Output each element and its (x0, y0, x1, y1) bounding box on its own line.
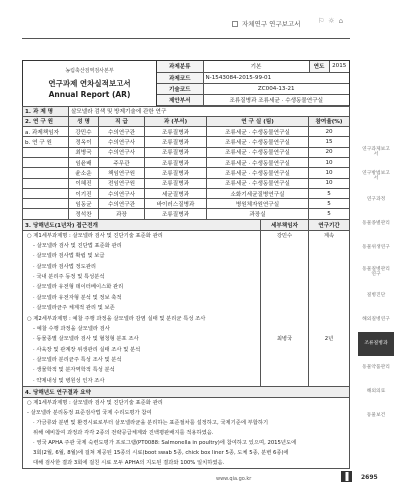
sidebar-item[interactable]: 동물질병관리연구 (362, 266, 390, 277)
meta-value: 기본 (203, 61, 309, 72)
approach-content (23, 220, 261, 386)
approach-line: · 국내 분리주 동정 및 특성분석 (33, 274, 105, 281)
sidebar-item[interactable]: 연구과정 (366, 197, 386, 203)
approach-line: · 살모넬라 검사법 확립 및 보급 (33, 253, 105, 260)
approach-line: · 살모넬라균주 체계적 관리 및 보존 (33, 305, 115, 312)
approach-line: · 살모넬라 검사법 정도관리 (33, 263, 97, 270)
page-header (0, 12, 400, 38)
summary-line: ○ 제1세부과제명 : 살모넬라 검사 및 진단기술 표준화 관리 (27, 399, 163, 406)
dept-cell: 조류질병과 (145, 178, 207, 188)
rank-cell: 수의연구사 (99, 188, 145, 198)
period-value: 계속 (323, 232, 335, 239)
dept-cell: 조류질병과 (145, 147, 207, 157)
rate-cell: 5 (309, 209, 350, 219)
meta-label: 기술코드 (157, 83, 203, 94)
meta-value: N-1543084-2015-99-01 (203, 72, 349, 83)
rank-cell: 수의연구관 (99, 127, 145, 137)
role-cell (23, 147, 69, 157)
rate-cell: 5 (309, 188, 350, 198)
header-title: 자체연구 연구보고서 (232, 19, 301, 28)
header-divider (22, 38, 350, 39)
responsible-name: 최병국 (276, 335, 293, 342)
lab-cell: 조류세균 · 수생동물연구실 (207, 157, 309, 167)
rank-cell: 전임연구원 (99, 178, 145, 188)
name-cell: 강민수 (69, 127, 99, 137)
approach-line: · 살모넬라 유전형 데이터베이스화 관리 (33, 284, 124, 291)
summary-line: 3회(2월, 6월, 8월)에 걸쳐 제공된 15종의 시료(boot swab 5종, chick box liner 5종, 도체 5종, 분변 6종)에 (33, 449, 289, 456)
dept-cell: 바이러스질병과 (145, 199, 207, 209)
role-cell (23, 188, 69, 198)
sidebar-item[interactable]: 해외질병연구 (362, 317, 390, 323)
name-cell: 정옥이 (69, 137, 99, 147)
qr-code-icon (341, 471, 352, 482)
flag-icon[interactable]: ⚐ (318, 17, 325, 25)
name-cell: 임윤배 (69, 157, 99, 167)
summary-line: - 살모넬라 분리동정 표준검사법 국제 수리도평가 참여 (27, 409, 152, 416)
task-row (23, 106, 350, 116)
table-row (23, 157, 350, 167)
sidebar-item-active[interactable]: 조류질병과 (358, 332, 394, 356)
rank-cell: 과장 (99, 209, 145, 219)
name-cell: 정석찬 (69, 209, 99, 219)
report-title-en: Annual Report (AR) (48, 90, 131, 100)
lab-cell: 소화기세균질병연구실 (207, 188, 309, 198)
role-cell (23, 209, 69, 219)
rate-cell: 10 (309, 168, 350, 178)
meta-year-value: 2015 (329, 61, 349, 72)
sidebar-item[interactable]: 질병진단 (366, 293, 386, 299)
summary-line: 대해 검사한 결과 3회에 걸친 시료 모두 APHA의 지도된 결과와 100% 일치하였음. (33, 459, 225, 466)
task-label: 1. 과 제 명 (23, 106, 69, 116)
approach-line: - 예찰 수행 과정을 살모넬라 검사 (33, 325, 110, 332)
dept-cell: 조류질병과 (145, 157, 207, 167)
lab-cell: 과장실 (207, 209, 309, 219)
period-value: 2년 (324, 335, 334, 342)
meta-value: ZC004-13-21 (203, 83, 349, 94)
page-number: 2695 (361, 474, 378, 481)
role-cell (23, 157, 69, 167)
sidebar-item[interactable]: 동물약품관리 (362, 365, 390, 371)
header-icons (318, 17, 343, 25)
meta-label: 과제코드 (157, 72, 203, 83)
role-cell: b. 연 구 원 (23, 137, 69, 147)
dept-cell: 조류질병과 (145, 168, 207, 178)
summary-section (22, 387, 350, 469)
lab-cell: 조류세균 · 수생동물연구실 (207, 137, 309, 147)
rank-cell: 수의연구사 (99, 137, 145, 147)
meta-row (157, 72, 349, 83)
role-cell (23, 168, 69, 178)
table-row (23, 199, 350, 209)
approach-line: ○ 제1세부과제명 : 살모넬라 검사 및 진단기술 표준화 관리 (27, 232, 163, 239)
rank-cell: 책임연구원 (99, 168, 145, 178)
sidebar-item[interactable]: 해외의료 (366, 389, 386, 395)
report-top-block (22, 60, 350, 106)
table-row (23, 137, 350, 147)
dept-cell: 조류질병과 (145, 137, 207, 147)
meta-row (157, 94, 349, 105)
meta-label: 제안부서 (157, 94, 203, 105)
rate-cell: 10 (309, 178, 350, 188)
meta-row (157, 83, 349, 94)
table-row (23, 168, 350, 178)
rank-cell: 수의연구사 (99, 147, 145, 157)
sun-icon[interactable]: ☼ (328, 17, 335, 25)
approach-section (22, 220, 350, 387)
lab-cell: 병원체자원연구실 (207, 199, 309, 209)
section4-title: 4. 당해년도 연구결과 요약 (23, 387, 349, 398)
approach-line: · 살모넬라 분리균주 특성 조사 및 분석 (33, 356, 122, 363)
table-row (23, 178, 350, 188)
meta-label: 과제분류 (157, 61, 203, 72)
summary-line: 위해 예비참여 과정과 각각 2종의 전략공급체계와 진백평판배지를 적용하였음. (33, 429, 214, 436)
approach-line: · 생물학적 및 분자역학적 특성 분석 (33, 367, 115, 374)
report-form (22, 60, 350, 469)
lab-cell: 조류세균 · 수생동물연구실 (207, 147, 309, 157)
name-cell: 임동균 (69, 199, 99, 209)
report-title-ko: 연구과제 연차실적보고서 (48, 79, 131, 89)
sidebar-item[interactable]: 동물보건 (366, 413, 386, 419)
rate-cell: 20 (309, 127, 350, 137)
table-row (23, 127, 350, 137)
meta-row (157, 61, 349, 72)
institution-name: 농림축산검역검사본부 (65, 68, 114, 75)
table-row (23, 188, 350, 198)
col-header: 참여율(%) (309, 116, 350, 126)
approach-line: · 약제내성 및 병원성 인자 조사 (33, 377, 105, 384)
table-row (23, 209, 350, 219)
role-cell (23, 178, 69, 188)
period-column (309, 220, 349, 386)
col-header: 직 급 (99, 116, 145, 126)
chapter-sidebar (358, 140, 394, 440)
sidebar-item[interactable]: 연구과제보고서 (362, 146, 390, 157)
rank-cell: 주무관 (99, 157, 145, 167)
role-cell: a. 과제책임자 (23, 127, 69, 137)
footer-url: www.qia.go.kr (216, 476, 252, 482)
rank-cell: 수의연구관 (99, 199, 145, 209)
sidebar-item[interactable]: 동물위생연구 (362, 245, 390, 251)
approach-line: · 살모넬라 유전자형 분석 및 정보 축적 (33, 294, 122, 301)
summary-line: · 가금류와 분변 및 환경시료로부터 살모넬라균을 분리하는 표준절차를 설정하고, 국제기준에 부합하기 (33, 419, 269, 426)
sidebar-item[interactable]: 동물종별관리 (362, 221, 390, 227)
meta-year-label: 연도 (309, 61, 329, 72)
rate-cell: 20 (309, 147, 350, 157)
dept-cell: 조류질병과 (145, 209, 207, 219)
name-cell: 최병국 (69, 147, 99, 157)
report-meta (157, 61, 349, 106)
section3-title: 3. 당해년도(1년차) 접근전개 (23, 220, 260, 231)
researcher-table (22, 106, 350, 220)
col-header: 2. 연 구 원 (23, 116, 69, 126)
approach-line: - 살모넬라 검사 및 진단법 표준화 관리 (33, 243, 122, 250)
sidebar-item[interactable]: 연구방법보고서 (362, 170, 390, 181)
name-cell: 윤소운 (69, 168, 99, 178)
lab-cell: 조류세균 · 수생동물연구실 (207, 178, 309, 188)
rate-cell: 5 (309, 199, 350, 209)
role-cell (23, 199, 69, 209)
summary-line: · 영국 APHA 주관 국제 숙련도평가 프로그램(PT0088: Salmonella in poultry)에 참여하고 있으며, 2015년도에 (33, 439, 297, 446)
approach-line: · 사육장 및 관계장 위생관리 실태 조사 및 분석 (33, 346, 141, 353)
dept-cell: 세균질병과 (145, 188, 207, 198)
col-header: 성 명 (69, 116, 99, 126)
rate-cell: 10 (309, 157, 350, 167)
home-icon[interactable]: ⌂ (338, 17, 344, 25)
lab-cell: 조류세균 · 수생동물연구실 (207, 168, 309, 178)
period-header: 연구기간 (309, 220, 349, 231)
col-header: 연 구 실 (팀) (207, 116, 309, 126)
responsible-header: 세부책임자 (261, 220, 308, 231)
responsible-column (261, 220, 309, 386)
task-name: 살모넬라 검색 및 방제기술에 관한 연구 (69, 106, 350, 116)
table-row (23, 147, 350, 157)
approach-line: ○ 제2세부과제명 : 예찰 주행 과정을 살모넬라 감염 실태 및 분리균 특성 조사 (27, 315, 206, 322)
responsible-name: 강민수 (276, 232, 293, 239)
dept-cell: 조류질병과 (145, 127, 207, 137)
name-cell: 이혜진 (69, 178, 99, 188)
report-title-block (23, 61, 157, 106)
name-cell: 이기진 (69, 188, 99, 198)
col-header: 과 (부서) (145, 116, 207, 126)
researcher-header-row (23, 116, 350, 126)
approach-line: · 동물종별 살모넬라 검사 및 혈청형 분포 조사 (33, 336, 139, 343)
rate-cell: 15 (309, 137, 350, 147)
lab-cell: 조류세균 · 수생동물연구실 (207, 127, 309, 137)
meta-value: 조류질병과 조류세균 · 수생동물연구실 (203, 94, 349, 105)
